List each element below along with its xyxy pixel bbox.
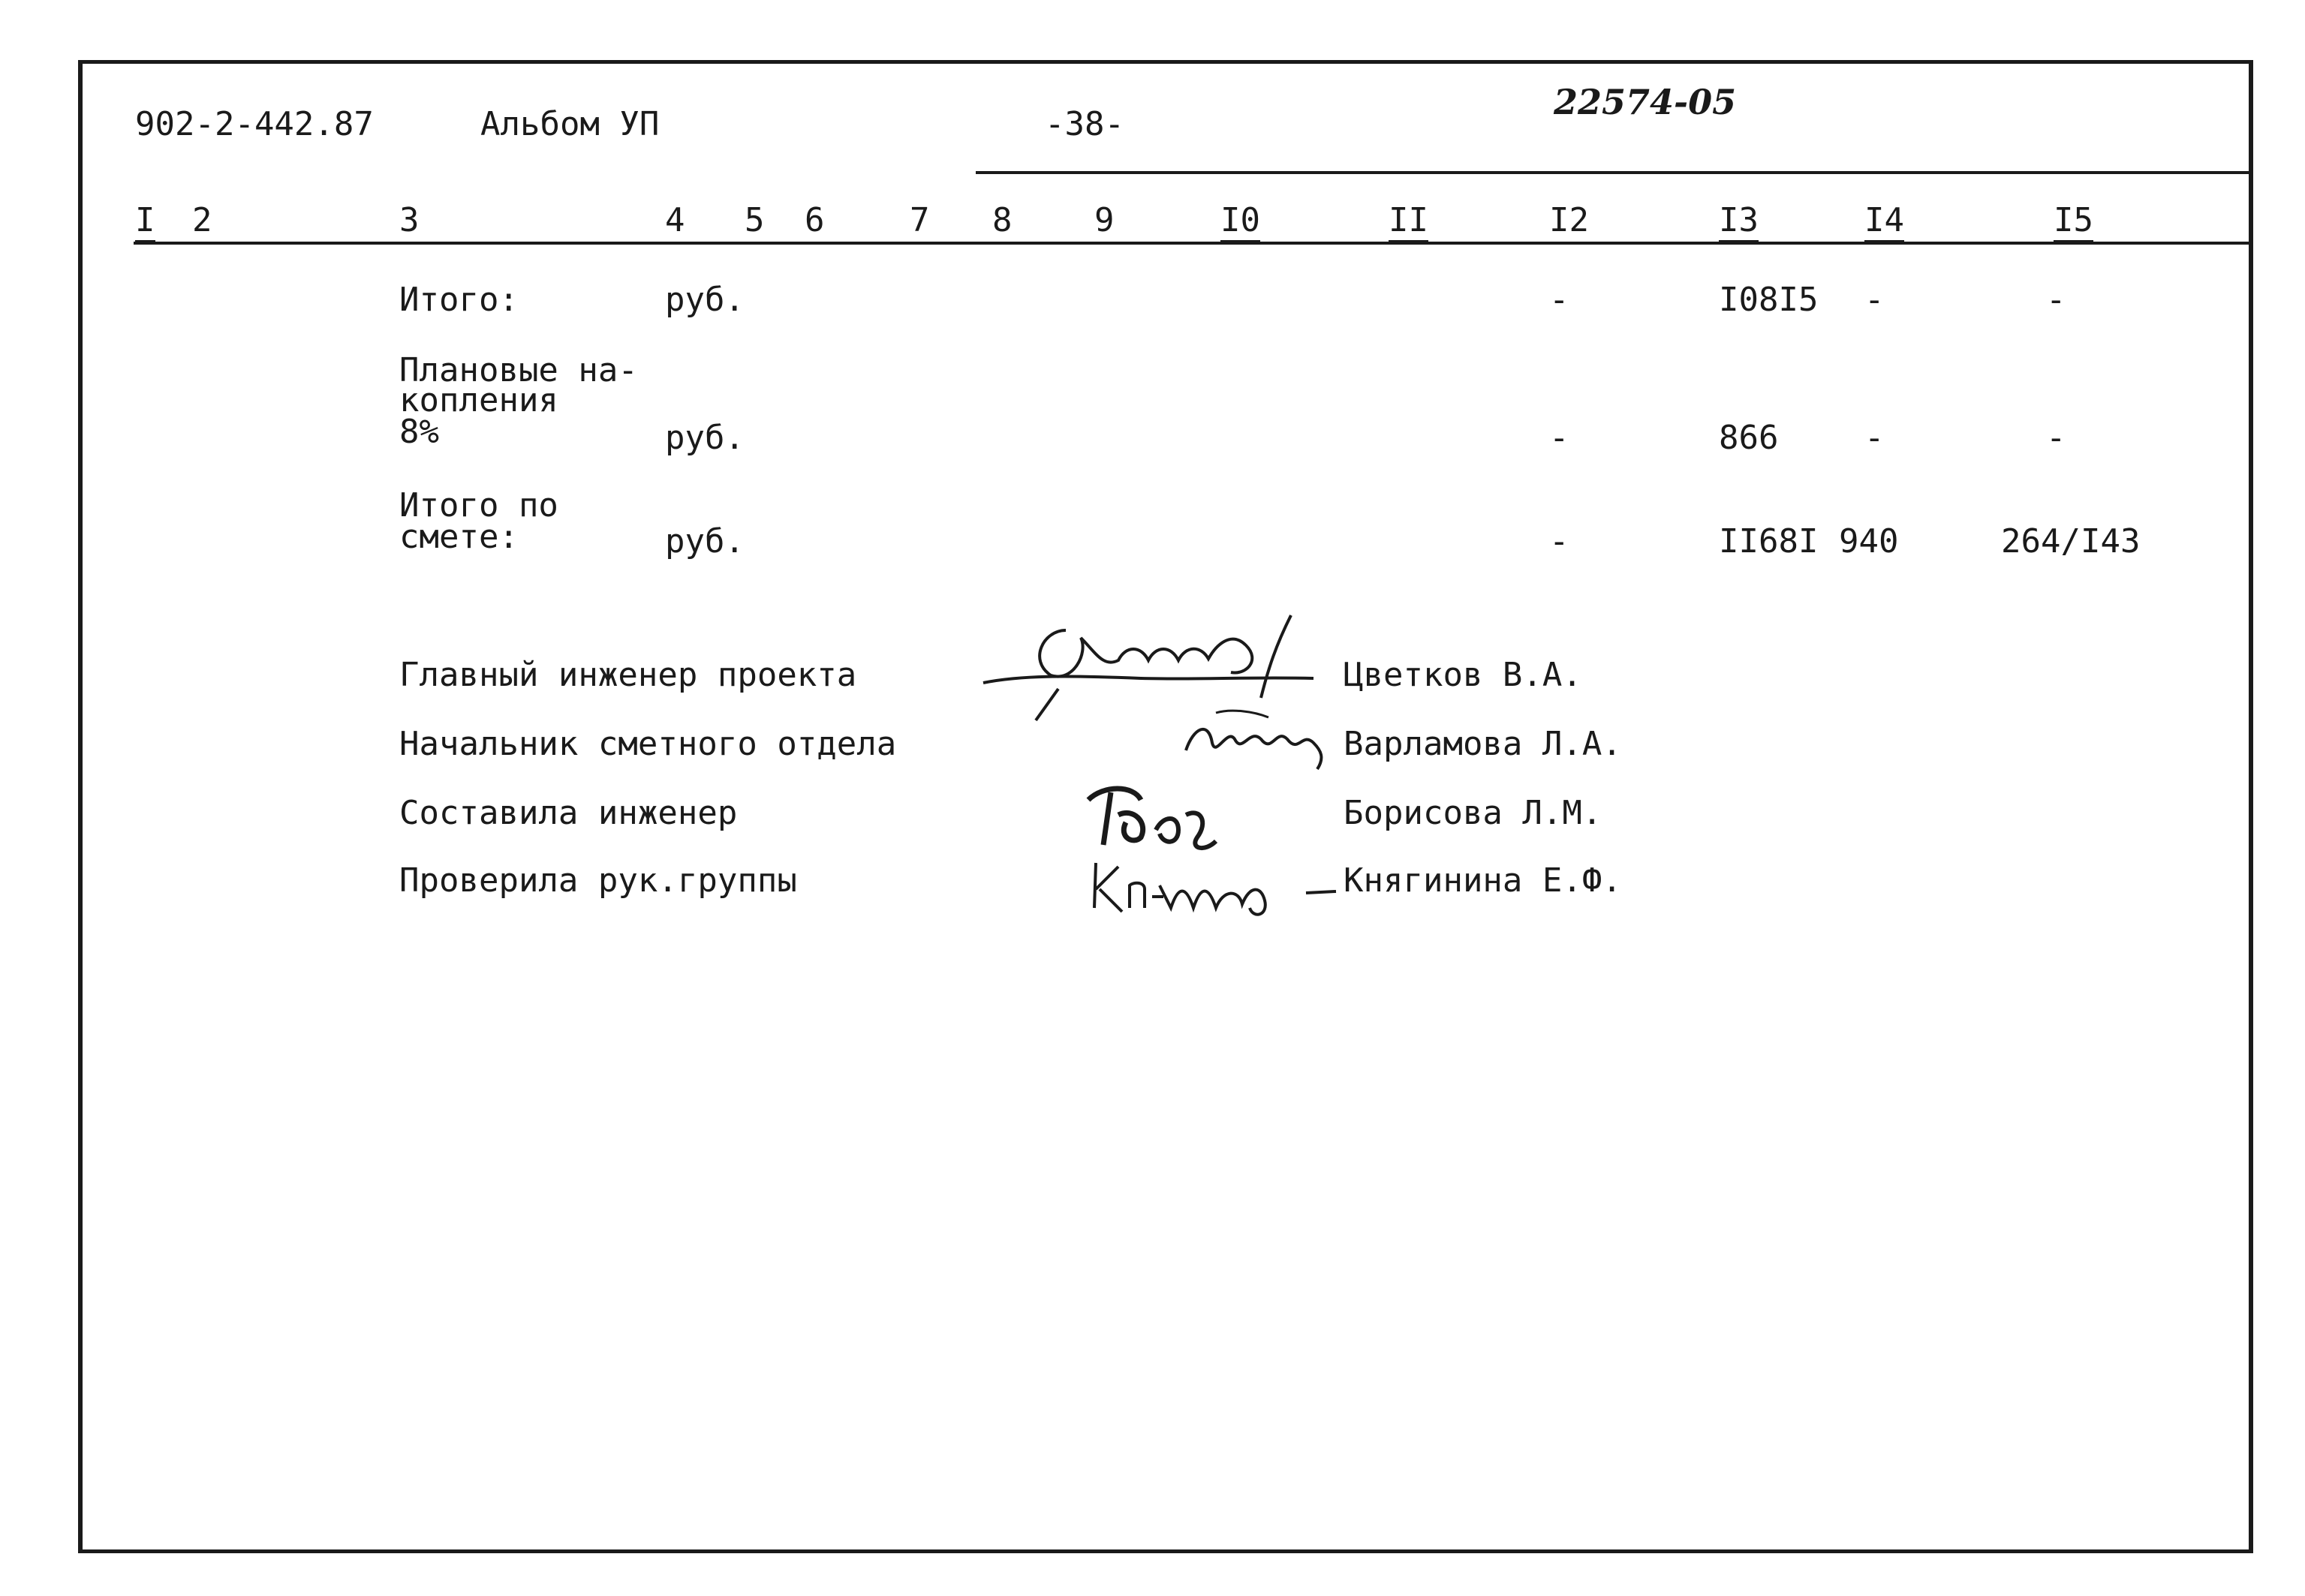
col-header-1: I [135, 203, 155, 243]
sig-role-checked-by: Проверила рук.группы [399, 861, 797, 900]
col-header-10: I0 [1220, 203, 1260, 243]
row-savings-c13: 866 [1719, 419, 1779, 457]
row-estimate-c14: 940 [1839, 522, 1899, 561]
row-total-c13: I08I5 [1719, 281, 1819, 319]
row-estimate-c13: II68I [1719, 522, 1819, 561]
row-savings-label-line1: Плановые на- [399, 351, 638, 389]
col-header-15: I5 [2054, 203, 2093, 243]
col-header-5: 5 [745, 201, 765, 239]
sig-name-chief-engineer: Цветков В.А. [1344, 656, 1582, 694]
page-number: -38- [1045, 105, 1124, 143]
col-header-11: II [1389, 203, 1428, 243]
col-header-12: I2 [1549, 201, 1589, 239]
col-header-7: 7 [910, 201, 930, 239]
signature-head-estimates [1171, 698, 1336, 780]
col-header-6: 6 [805, 201, 825, 239]
row-estimate-c15: 264/I43 [2001, 522, 2141, 561]
col-header-13: I3 [1719, 203, 1759, 243]
col-header-3: 3 [399, 201, 420, 239]
row-total-unit: руб. [665, 281, 745, 319]
row-savings-label-line3: 8% [399, 413, 439, 451]
row-total-c14: - [1864, 281, 1885, 319]
row-estimate-c12: - [1549, 522, 1569, 561]
column-header-rule [134, 242, 2253, 245]
row-savings-c12: - [1549, 419, 1569, 457]
col-header-9: 9 [1094, 201, 1115, 239]
col-header-8: 8 [992, 201, 1013, 239]
col-header-14: I4 [1864, 203, 1904, 243]
row-estimate-label-line1: Итого по [399, 486, 558, 524]
row-estimate-unit: руб. [665, 522, 745, 561]
row-total-c15: - [2046, 281, 2066, 319]
col-header-4: 4 [665, 201, 685, 239]
sig-name-checked-by: Княгинина Е.Ф. [1344, 861, 1622, 900]
row-savings-c14: - [1864, 419, 1885, 457]
row-estimate-label-line2: смете: [399, 518, 519, 556]
sig-name-head-estimates: Варламова Л.А. [1344, 725, 1622, 763]
header-rule [976, 171, 2253, 174]
doc-code: 902-2-442.87 [135, 105, 374, 143]
row-total-label: Итого: [399, 281, 519, 319]
sig-name-compiled-by: Борисова Л.М. [1344, 794, 1602, 832]
row-savings-unit: руб. [665, 419, 745, 457]
sig-role-chief-engineer: Главный инженер проекта [399, 656, 857, 694]
sig-role-compiled-by: Составила инженер [399, 794, 738, 832]
album-label: Альбом УП [480, 105, 660, 143]
col-header-2: 2 [192, 201, 212, 239]
row-total-c12: - [1549, 281, 1569, 319]
signature-checked-by [1081, 848, 1351, 923]
row-savings-c15: - [2046, 419, 2066, 457]
stamp-number: 22574-05 [1554, 82, 1737, 122]
sig-role-head-estimates: Начальник сметного отдела [399, 725, 897, 763]
row-savings-label-line2: копления [399, 381, 558, 419]
